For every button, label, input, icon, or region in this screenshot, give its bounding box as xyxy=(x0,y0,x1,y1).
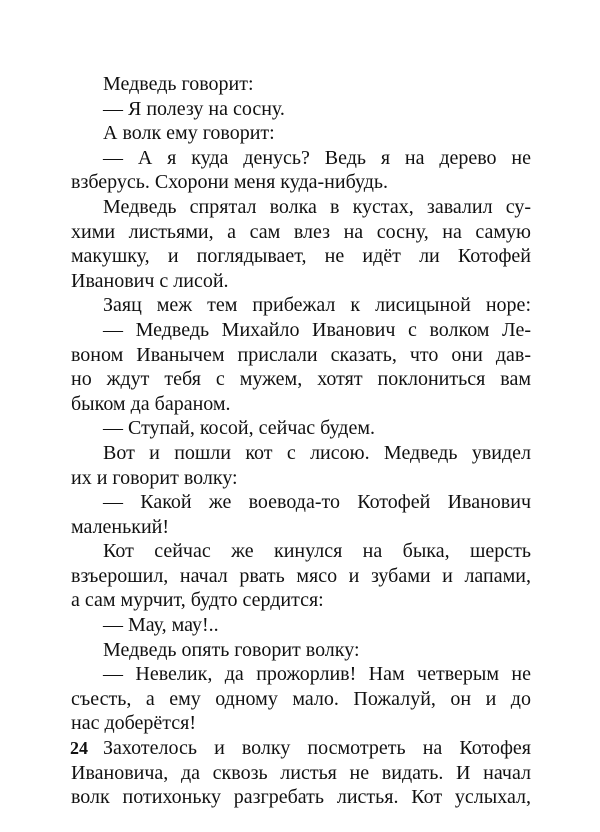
text-line: — Невелик, да прожорлив! Нам четверым не xyxy=(103,663,531,686)
text-line: воном Иванычем прислали сказать, что они дав- xyxy=(71,343,531,366)
text-line: взъерошил, начал рвать мясо и зубами и лапами, xyxy=(71,564,531,587)
text-line: съесть, а ему одному мало. Пожалуй, он и до xyxy=(71,687,531,710)
text-line: нас доберётся! xyxy=(71,712,197,735)
text-line: а сам мурчит, будто сердится: xyxy=(71,589,324,612)
text-line: их и говорит волку: xyxy=(71,466,238,489)
story-text xyxy=(71,72,531,810)
text-line: Иванович с лисой. xyxy=(71,269,229,292)
text-line: Вот и пошли кот с лисою. Медведь увидел xyxy=(103,441,531,464)
text-line: быком да бараном. xyxy=(71,392,231,415)
text-line: — А я куда денусь? Ведь я на дерево не xyxy=(103,146,531,169)
text-line: Медведь говорит: xyxy=(103,73,254,95)
text-line: маленький! xyxy=(71,515,170,538)
text-line: — Медведь Михайло Иванович с волком Ле- xyxy=(103,318,531,341)
text-line: А волк ему говорит: xyxy=(103,122,275,145)
text-line: волк потихоньку разгребать листья. Кот услыхал, xyxy=(71,786,531,809)
text-line: Кот сейчас же кинулся на быка, шерсть xyxy=(103,540,531,563)
text-line: Заяц меж тем прибежал к лисицыной норе: xyxy=(103,294,531,317)
text-line: взберусь. Схорони меня куда-нибудь. xyxy=(71,171,389,194)
text-line: Захотелось и волку посмотреть на Котофея xyxy=(103,737,531,760)
page-number: 24 xyxy=(70,738,88,758)
text-line: макушку, и поглядывает, не идёт ли Котофей xyxy=(71,245,531,268)
text-line: Медведь спрятал волка в кустах, завалил су- xyxy=(103,195,531,218)
text-line: — Ступай, косой, сейчас будем. xyxy=(103,417,375,440)
text-line: — Я полезу на сосну. xyxy=(103,97,285,120)
text-line: но ждут тебя с мужем, хотят поклониться вам xyxy=(71,368,531,391)
text-line: — Какой же воевода-то Котофей Иванович xyxy=(103,491,531,514)
text-line: Медведь опять говорит волку: xyxy=(103,638,360,661)
text-line: Ивановича, да сквозь листья не видать. И начал xyxy=(71,761,531,784)
text-line: — Мау, мау!.. xyxy=(103,614,219,637)
text-line: хими листьями, а сам влез на сосну, на самую xyxy=(71,220,531,243)
